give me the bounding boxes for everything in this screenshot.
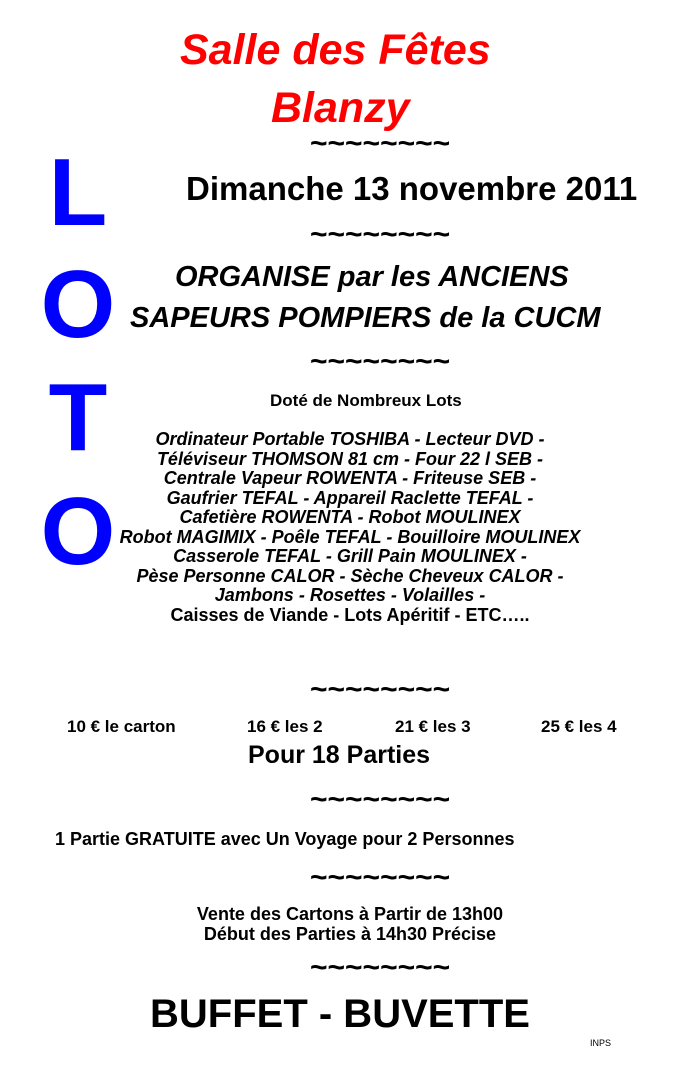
- free-game: 1 Partie GRATUITE avec Un Voyage pour 2 Personnes: [55, 829, 515, 849]
- organizer-line-2: SAPEURS POMPIERS de la CUCM: [130, 302, 601, 334]
- price-2-cartons: 16 € les 2: [247, 717, 323, 736]
- event-date: Dimanche 13 novembre 2011: [186, 170, 638, 207]
- prize-list: [60, 430, 640, 625]
- loto-letter-o2: O: [40, 478, 116, 585]
- loto-letter-l: L: [48, 139, 108, 246]
- price-1-carton: 10 € le carton: [67, 717, 176, 736]
- separator-3: ~~~~~~~~: [310, 345, 451, 378]
- loto-letter-o1: O: [40, 251, 116, 358]
- buffet-buvette: BUFFET - BUVETTE: [150, 992, 530, 1036]
- prize-line: Ordinateur Portable TOSHIBA - Lecteur DVD -: [155, 429, 545, 449]
- lots-title: Doté de Nombreux Lots: [270, 391, 462, 410]
- organizer-line-1: ORGANISE par les ANCIENS: [175, 261, 569, 293]
- separator-7: ~~~~~~~~: [310, 951, 451, 984]
- price-3-cartons: 21 € les 3: [395, 717, 471, 736]
- prize-line: Caisses de Viande - Lots Apéritif - ETC…..: [170, 604, 530, 625]
- venue-town: Blanzy: [271, 84, 410, 132]
- separator-4: ~~~~~~~~: [310, 673, 451, 706]
- prize-line: Centrale Vapeur ROWENTA - Friteuse SEB -: [163, 468, 537, 488]
- venue-name: Salle des Fêtes: [180, 26, 491, 74]
- prize-line: Robot MAGIMIX - Poêle TEFAL - Bouilloire MOULINEX: [119, 526, 581, 547]
- loto-letter-t: T: [48, 364, 108, 471]
- schedule-start: Début des Parties à 14h30 Précise: [203, 924, 497, 944]
- prize-line: Jambons - Rosettes - Volailles -: [214, 585, 486, 605]
- separator-1: ~~~~~~~~: [310, 127, 451, 160]
- separator-5: ~~~~~~~~: [310, 783, 451, 816]
- prize-line: Pèse Personne CALOR - Sèche Cheveux CALOR -: [136, 565, 564, 586]
- separator-2: ~~~~~~~~: [310, 218, 451, 251]
- separator-6: ~~~~~~~~: [310, 861, 451, 894]
- parties-count: Pour 18 Parties: [248, 741, 431, 769]
- prize-line: Cafetière ROWENTA - Robot MOULINEX: [179, 507, 521, 527]
- schedule-sale: Vente des Cartons à Partir de 13h00: [196, 904, 504, 924]
- prize-line: Téléviseur THOMSON 81 cm - Four 22 l SEB -: [156, 448, 544, 469]
- price-4-cartons: 25 € les 4: [541, 717, 617, 736]
- prize-line: Gaufrier TEFAL - Appareil Raclette TEFAL -: [166, 487, 534, 508]
- signature: INPS: [590, 1038, 612, 1048]
- prize-line: Casserole TEFAL - Grill Pain MOULINEX -: [173, 546, 527, 566]
